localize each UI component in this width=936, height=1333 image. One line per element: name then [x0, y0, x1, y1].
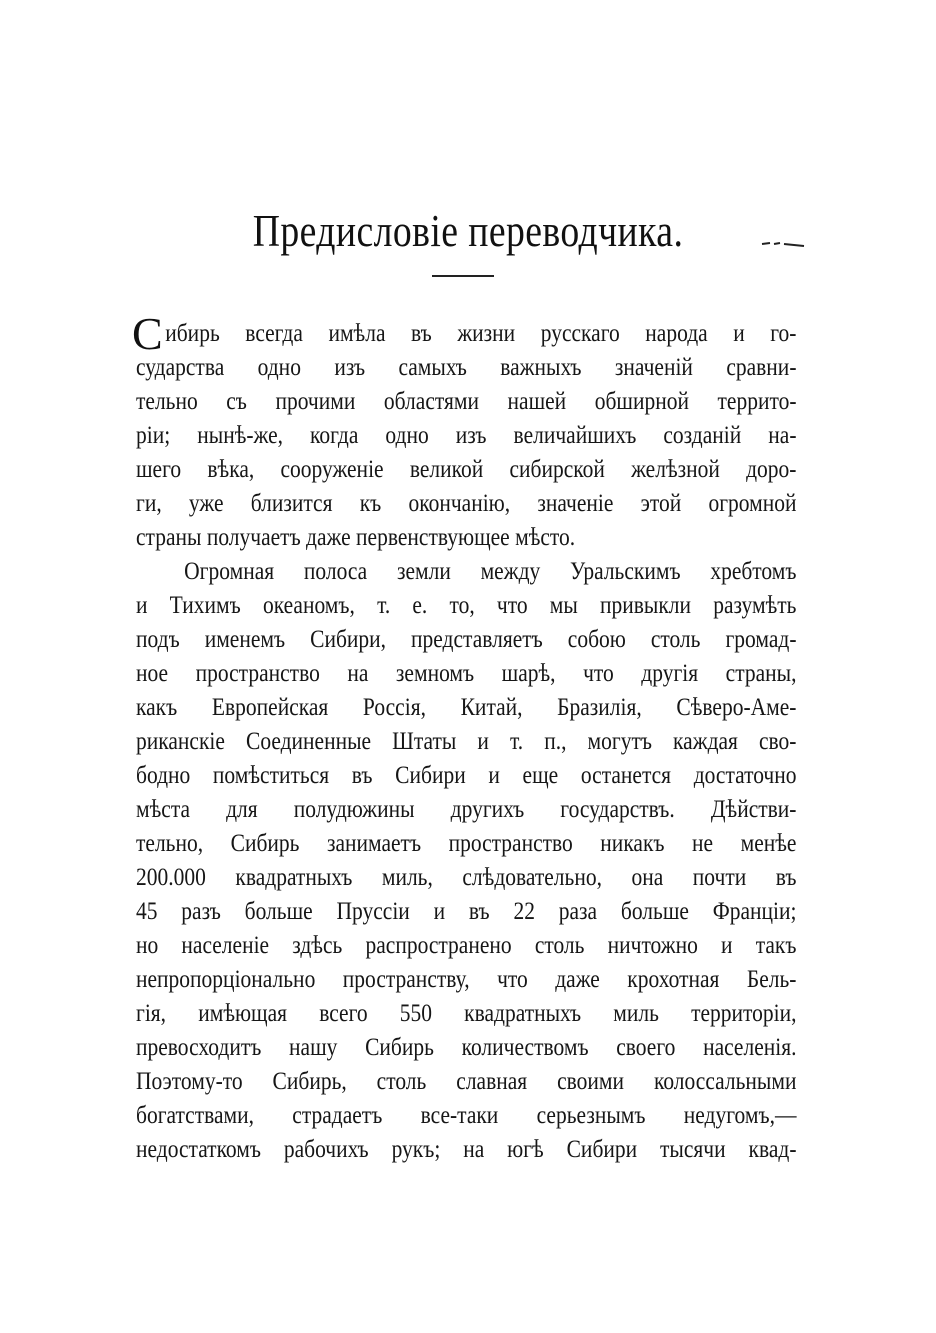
- text-line: непропорціонально пространству, что даже крохотная Бель-: [136, 966, 797, 993]
- text-line: бодно помѣститься въ Сибири и еще останется достаточно: [136, 762, 797, 789]
- text-line: ибирь всегда имѣла въ жизни русскаго народа и го-: [165, 320, 797, 347]
- text-line: подъ именемъ Сибири, представляетъ собою столь громад-: [136, 626, 797, 653]
- text-line: мѣста для полудюжины другихъ государствъ. Дѣйстви-: [136, 796, 797, 823]
- text-line: ріи; нынѣ-же, когда одно изъ величайшихъ созданій на-: [136, 422, 797, 449]
- text-body: [132, 308, 797, 1167]
- paragraph-1: [132, 308, 797, 359]
- text-line: Огромная полоса земли между Уральскимъ хребтомъ: [184, 558, 797, 585]
- text-line: страны получаетъ даже первенствующее мѣсто.: [136, 524, 576, 551]
- text-line: 200.000 квадратныхъ миль, слѣдовательно, она почти въ: [136, 864, 797, 891]
- text-line: но населеніе здѣсь распространено столь ничтожно и такъ: [136, 932, 797, 959]
- text-line: риканскіе Соединенные Штаты и т. п., могутъ каждая сво-: [136, 728, 797, 755]
- text-line: сударства одно изъ самыхъ важныхъ значеній сравни-: [136, 354, 797, 381]
- text-line: ги, уже близится къ окончанію, значеніе этой огромной: [136, 490, 797, 517]
- text-line: тельно, Сибирь занимаетъ пространство никакъ не менѣе: [136, 830, 797, 857]
- text-line: превосходитъ нашу Сибирь количествомъ своего населенія.: [136, 1034, 797, 1061]
- title-underline: [432, 275, 494, 277]
- text-line: ное пространство на земномъ шарѣ, что другія страны,: [136, 660, 797, 687]
- text-line: какъ Европейская Россія, Китай, Бразилія, Сѣверо-Аме-: [136, 694, 797, 721]
- page-title: Предисловіе переводчика.: [252, 205, 684, 256]
- text-line: недостаткомъ рабочихъ рукъ; на югѣ Сибири тысячи квад-: [136, 1136, 797, 1163]
- text-line: 45 разъ больше Пруссіи и въ 22 раза больше Франціи;: [136, 898, 797, 925]
- text-line: Поэтому-то Сибирь, столь славная своими колоссальными: [136, 1068, 797, 1095]
- text-line: и Тихимъ океаномъ, т. е. то, что мы привыкли разумѣть: [136, 592, 797, 619]
- text-line: богатствами, страдаетъ все-таки серьезнымъ недугомъ,—: [136, 1102, 797, 1129]
- text-line: тельно съ прочими областями нашей обширной террито-: [136, 388, 797, 415]
- text-line: шего вѣка, сооруженіе великой сибирской желѣзной доро-: [136, 456, 797, 483]
- drop-cap: С: [132, 308, 163, 359]
- margin-mark: [760, 241, 806, 249]
- text-line: гія, имѣющая всего 550 квадратныхъ миль территоріи,: [136, 1000, 797, 1027]
